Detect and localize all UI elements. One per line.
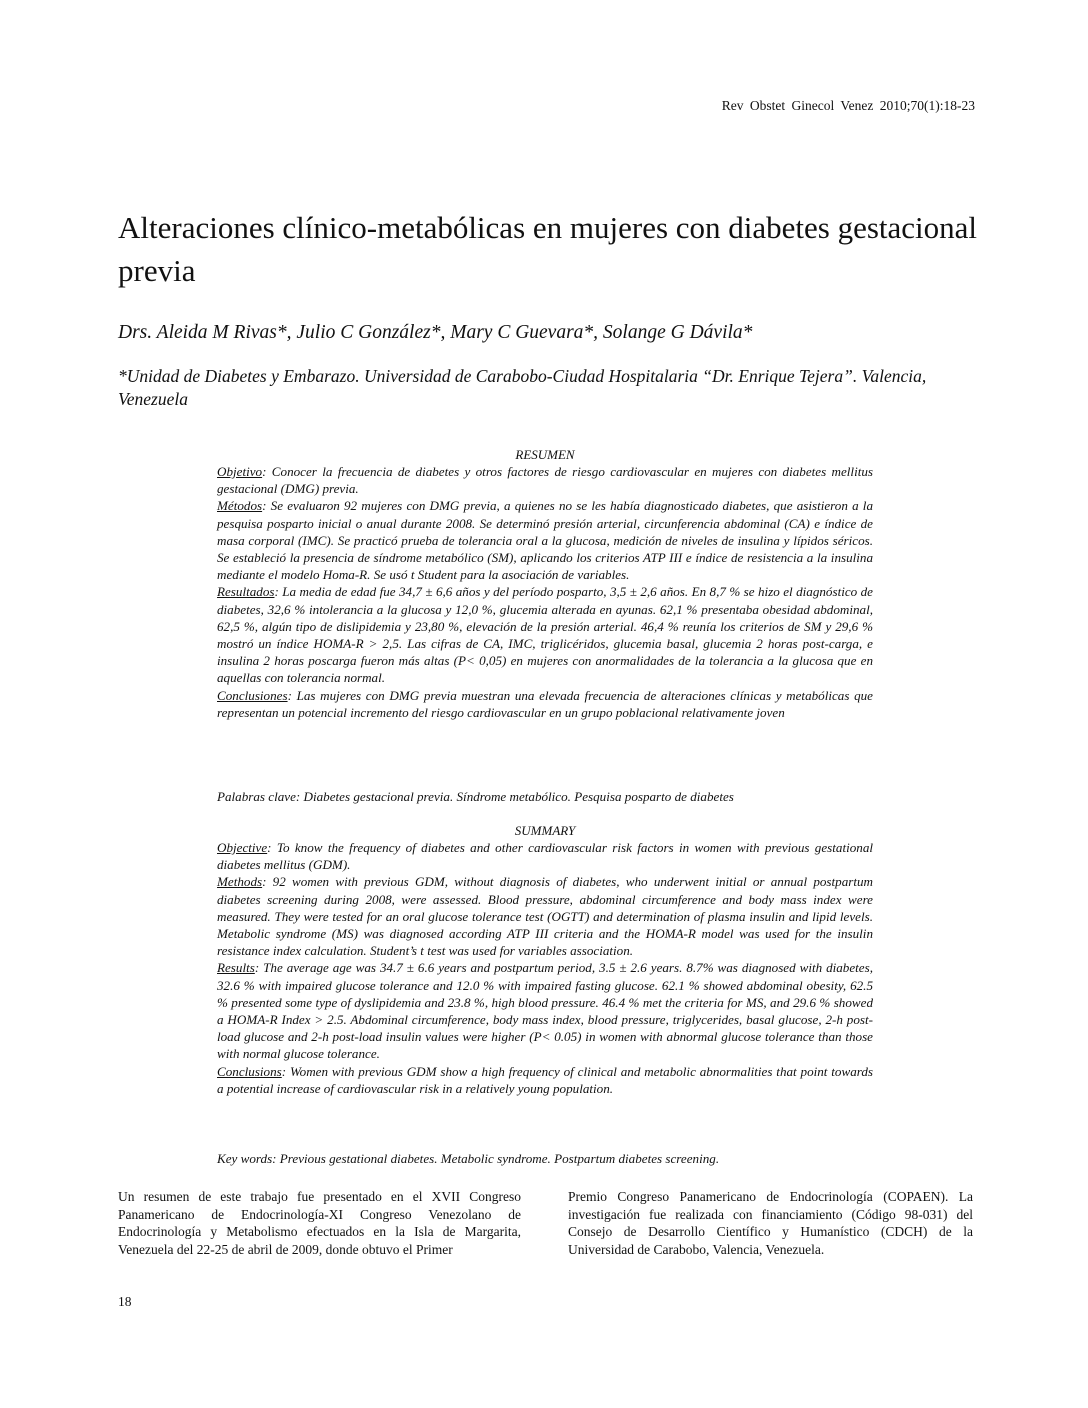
resumen-resultados <box>217 583 873 686</box>
objetivo-label: Objetivo <box>217 464 263 479</box>
resumen-abstract <box>217 446 873 721</box>
methods-label: Methods <box>217 874 263 890</box>
footnote-left-column: Un resumen de este trabajo fue presentado en el XVII Congreso Panamericano de Endocrinología-XI Congreso Venezolano de Endocrinología y Metabolismo efectuados en la Isla de Margarita, Venezuela del 22-25 de abril de 2009, donde obtuvo el Primer <box>118 1189 521 1257</box>
summary-objective <box>217 839 873 873</box>
objetivo-text: : Conocer la frecuencia de diabetes y otros factores de riesgo cardiovascular en mujeres con diabetes mellitus gestacional (DMG) previa. <box>217 464 873 497</box>
metodos-label: Métodos <box>217 498 263 514</box>
resumen-metodos <box>217 497 873 583</box>
methods-text: : 92 women with previous GDM, without diagnosis of diabetes, who underwent initial or annual postpartum diabetes screening during 2008, were assessed. Blood pressure, abdominal circumference and body mass index were measured. They were tested for an oral glucose tolerance test (OGTT) and determination of plasma insulin and lipid levels. Metabolic syndrome (MS) was diagnosed according ATP III criteria and the HOMA-R model was used for the insulin resistance index calculation. Student’s t test was used for variables association. <box>217 874 873 959</box>
objective-label: Objective <box>217 840 268 855</box>
page-number: 18 <box>118 1294 132 1309</box>
conclusions-label: Conclusions <box>217 1063 282 1079</box>
author-affiliation: *Unidad de Diabetes y Embarazo. Universidad de Carabobo-Ciudad Hospitalaria “Dr. Enrique Tejera”. Valencia, Venezuela <box>118 366 927 409</box>
summary-conclusions <box>217 1063 873 1097</box>
journal-reference: Rev Obstet Ginecol Venez 2010;70(1):18-23 <box>721 98 975 113</box>
conclusiones-text: : Las mujeres con DMG previa muestran una elevada frecuencia de alteraciones clínicas y metabólicas que representan un potencial incremento del riesgo cardiovascular en un grupo poblacional relativamente joven <box>217 687 873 720</box>
resumen-heading: RESUMEN <box>515 447 575 462</box>
key-words: Key words: Previous gestational diabetes. Metabolic syndrome. Postpartum diabetes screening. <box>217 1151 720 1166</box>
resumen-conclusiones <box>217 687 873 721</box>
resumen-objetivo <box>217 463 873 497</box>
resultados-text: : La media de edad fue 34,7 ± 6,6 años y del período posparto, 3,5 ± 2,6 años. En 8,7 % se hizo el diagnóstico de diabetes, 32,6 % intolerancia a la glucosa y 12,0 %, glucemia alterada en ayunas. 62,1 % presentaba obesidad abdominal, 62,5 %, algún tipo de dislipidemia y 23,80 %, elevación de la presión arterial. 46,4 % reunía los criterios de SM y 29,6 % mostró un índice HOMA-R > 2,5. Las cifras de CA, IMC, triglicéridos, glucemia basal, glucemia 2 horas post-carga, e insulina 2 horas poscarga fueron más altas (P< 0,05) en mujeres con anormalidades de la tolerancia a la glucosa que en aquellas con tolerancia normal. <box>217 584 873 686</box>
summary-abstract <box>217 822 873 1097</box>
palabras-clave: Palabras clave: Diabetes gestacional previa. Síndrome metabólico. Pesquisa posparto de diabetes <box>217 789 734 804</box>
conclusiones-label: Conclusiones <box>217 687 288 703</box>
results-label: Results <box>217 960 255 976</box>
summary-heading: SUMMARY <box>514 823 576 838</box>
summary-methods <box>217 873 873 959</box>
conclusions-text: : Women with previous GDM show a high frequency of clinical and metabolic abnormalities that point towards a potential increase of cardiovascular risk in a relatively young population. <box>217 1063 873 1096</box>
author-list: Drs. Aleida M Rivas*, Julio C González*, Mary C Guevara*, Solange G Dávila* <box>118 322 753 343</box>
resultados-label: Resultados <box>217 584 275 600</box>
summary-results <box>217 959 873 1062</box>
article-title: Alteraciones clínico-metabólicas en mujeres con diabetes gestacional previa <box>118 210 978 288</box>
objective-text: : To know the frequency of diabetes and other cardiovascular risk factors in women with previous gestational diabetes mellitus (GDM). <box>217 840 873 873</box>
metodos-text: : Se evaluaron 92 mujeres con DMG previa, a quienes no se les había diagnosticado diabetes, que asistieron a la pesquisa posparto inicial o anual durante 2008. Se determinó presión arterial, circunferencia abdominal (CA) e índice de masa corporal (IMC). Se practicó prueba de tolerancia oral a la glucosa, medición de niveles de insulina y lípidos séricos. Se estableció la presencia de síndrome metabólico (SM), aplicando los criterios ATP III e índice de resistencia a la insulina mediante el modelo Homa-R. Se usó t Student para la asociación de variables. <box>217 498 873 583</box>
footnote-right-column: Premio Congreso Panamericano de Endocrinología (COPAEN). La investigación fue realizada con financiamiento (Código 98-031) del Consejo de Desarrollo Científico y Humanístico (CDCH) de la Universidad de Carabobo, Valencia, Venezuela. <box>568 1189 973 1257</box>
results-text: : The average age was 34.7 ± 6.6 years and postpartum period, 3.5 ± 2.6 years. 8.7% was diagnosed with diabetes, 32.6 % with impaired glucose tolerance and 12.0 % with impaired fasting glucose. 62.1 % showed abdominal obesity, 62.5 % presented some type of dyslipidemia and 23.8 %, high blood pressure. 46.4 % met the criteria for MS, and 29.6 % showed a HOMA-R Index > 2.5. Abdominal circumference, body mass index, blood pressure, triglycerides, basal glucose, 2-h post-load glucose and 2-h post-load insulin values were higher (P< 0.05) in women with abnormal glucose tolerance than those with normal glucose tolerance. <box>217 960 873 1062</box>
